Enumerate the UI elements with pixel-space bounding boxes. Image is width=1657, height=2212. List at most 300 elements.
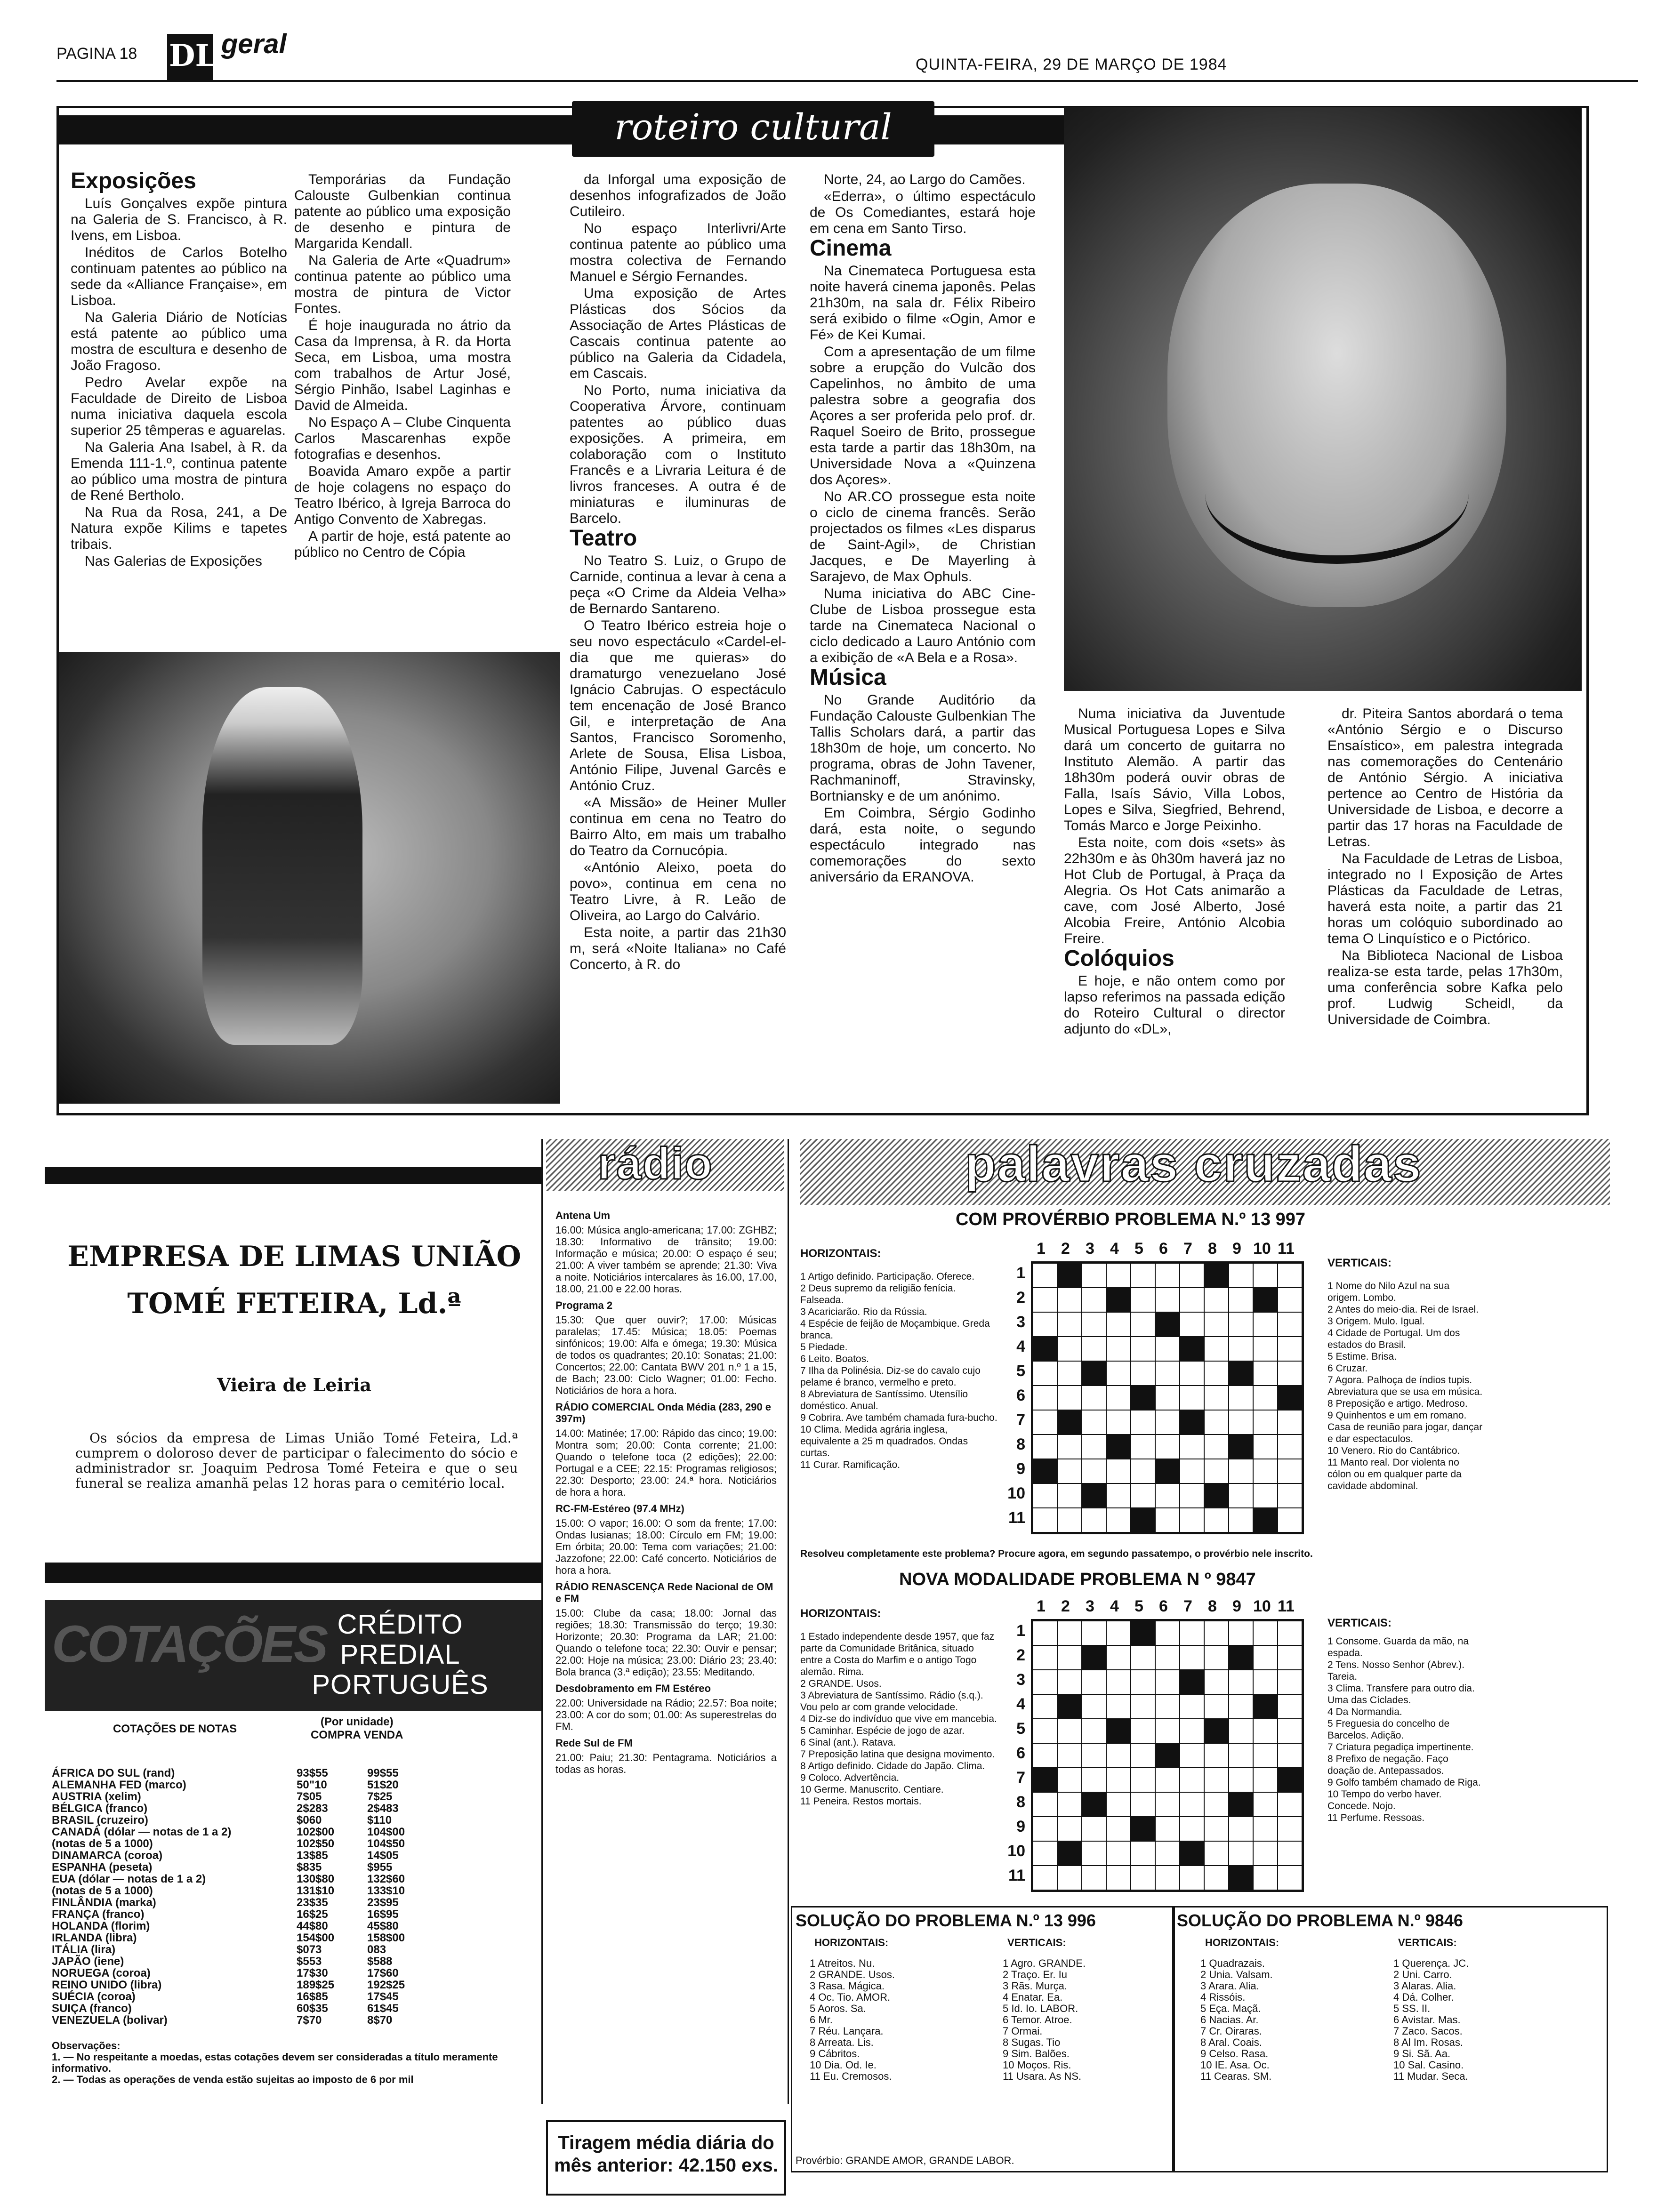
- grid-cell[interactable]: [1082, 1670, 1106, 1694]
- grid-cell[interactable]: [1057, 1435, 1082, 1459]
- grid-cell[interactable]: [1131, 1483, 1155, 1508]
- grid-cell[interactable]: [1229, 1743, 1253, 1768]
- grid-cell[interactable]: [1131, 1743, 1155, 1768]
- grid-cell[interactable]: [1131, 1312, 1155, 1337]
- grid-cell[interactable]: [1057, 1866, 1082, 1890]
- grid-cell[interactable]: [1106, 1621, 1131, 1645]
- grid-cell[interactable]: [1057, 1312, 1082, 1337]
- radio-listings: [555, 1205, 777, 1780]
- grid-cell[interactable]: [1180, 1866, 1204, 1890]
- grid-cell[interactable]: [1131, 1866, 1155, 1890]
- grid-cell[interactable]: [1180, 1645, 1204, 1670]
- grid-cell[interactable]: [1204, 1768, 1229, 1792]
- black-cell: [1033, 1768, 1057, 1792]
- grid-cell[interactable]: [1278, 1312, 1302, 1337]
- heading-musica: Música: [810, 665, 886, 690]
- grid-cell[interactable]: [1253, 1645, 1278, 1670]
- grid-cell[interactable]: [1155, 1621, 1180, 1645]
- grid-cell[interactable]: [1204, 1621, 1229, 1645]
- article-paragraph: Na Galeria Ana Isabel, à R. da Emenda 111-1.º, continua patente ao público uma mostra de pintura de René Bertholo.: [71, 440, 287, 503]
- grid-cell[interactable]: [1082, 1743, 1106, 1768]
- article-paragraph: Em Coimbra, Sérgio Godinho dará, esta noite, o segundo espectáculo integrado nas comemorações do sexto aniversário da ERANOVA.: [810, 805, 1036, 885]
- grid-cell[interactable]: [1253, 1719, 1278, 1743]
- grid-cell[interactable]: [1057, 1386, 1082, 1410]
- grid-cell[interactable]: [1057, 1508, 1082, 1532]
- grid-cell[interactable]: [1033, 1743, 1057, 1768]
- sol1-horizontais-label: HORIZONTAIS:: [814, 1937, 889, 1948]
- heading-cinema: Cinema: [810, 236, 892, 261]
- grid-cell[interactable]: [1204, 1288, 1229, 1312]
- grid-cell[interactable]: [1082, 1288, 1106, 1312]
- grid-cell[interactable]: [1278, 1743, 1302, 1768]
- black-cell: [1033, 1337, 1057, 1361]
- grid-cell[interactable]: [1106, 1694, 1131, 1719]
- grid-cell[interactable]: [1057, 1719, 1082, 1743]
- obituary-ad-box: [45, 1167, 541, 1570]
- buy-rate: 93$55: [297, 1767, 328, 1779]
- sell-rate: 158$00: [367, 1931, 405, 1944]
- article-paragraph: Numa iniciativa da Juventude Musical Portuguesa Lopes e Silva dará um concerto de guitarra no Instituto Alemão. A partir das 18h30m poderá ouvir obras de Falla, Isaís Sávio, Villa Lobos, Lopes e Silva, Siegfried, Behrend, Tomás Marco e Jorge Peixinho.: [1064, 706, 1285, 834]
- black-cell: [1253, 1508, 1278, 1532]
- grid-cell[interactable]: [1278, 1459, 1302, 1483]
- grid-cell[interactable]: [1155, 1670, 1180, 1694]
- grid-cell[interactable]: [1278, 1694, 1302, 1719]
- grid-cell[interactable]: [1278, 1792, 1302, 1817]
- grid-cell[interactable]: [1155, 1410, 1180, 1435]
- grid-cell[interactable]: [1180, 1386, 1204, 1410]
- grid-cell[interactable]: [1106, 1866, 1131, 1890]
- exchange-row: [52, 1908, 438, 1920]
- solution-line: 4 Oc. Tio. AMOR.: [810, 1991, 891, 2003]
- grid-cell[interactable]: [1204, 1337, 1229, 1361]
- grid-cell[interactable]: [1180, 1719, 1204, 1743]
- grid-cell[interactable]: [1253, 1410, 1278, 1435]
- article-paragraph: Na Faculdade de Letras de Lisboa, integrado no I Exposição de Artes Plásticas da Faculdade de Letras, haverá esta noite, a partir das 21 horas um colóquio subordinado ao tema O Linquístico e o Pictórico.: [1327, 851, 1563, 946]
- grid-cell[interactable]: [1155, 1645, 1180, 1670]
- solution-line: 8 Arreata. Lis.: [810, 2036, 874, 2048]
- grid-cell[interactable]: [1082, 1337, 1106, 1361]
- sell-rate: 8$70: [367, 2014, 393, 2027]
- grid-cell[interactable]: [1204, 1361, 1229, 1386]
- grid-cell[interactable]: [1033, 1841, 1057, 1866]
- grid-cell[interactable]: [1082, 1866, 1106, 1890]
- grid-cell[interactable]: [1057, 1768, 1082, 1792]
- grid-cell[interactable]: [1253, 1670, 1278, 1694]
- grid-cell[interactable]: [1204, 1645, 1229, 1670]
- grid-cell[interactable]: [1180, 1459, 1204, 1483]
- grid-cell[interactable]: [1278, 1288, 1302, 1312]
- grid-cell[interactable]: [1229, 1263, 1253, 1288]
- column-number: 3: [1086, 1240, 1094, 1258]
- solution-line: 4 Dá. Colher.: [1393, 1991, 1454, 2003]
- grid-cell[interactable]: [1033, 1694, 1057, 1719]
- row-number: 9: [1016, 1818, 1025, 1835]
- sell-rate: 17$45: [367, 1990, 399, 2003]
- grid-cell[interactable]: [1204, 1792, 1229, 1817]
- grid-cell[interactable]: [1155, 1435, 1180, 1459]
- obituary-text: Os sócios da empresa de Limas União Tomé Feteira, Ld.ª cumprem o doloroso dever de participar o falecimento do sócio e administrador sr. Joaquim Pedrosa Tomé Feteira e que o seu funeral se realiza amanhã pelas 12 horas para o cemitério local.: [75, 1430, 518, 1491]
- solution-line: 10 Moços. Ris.: [1003, 2059, 1071, 2071]
- grid-cell[interactable]: [1180, 1288, 1204, 1312]
- dancer-figure: [202, 687, 362, 1045]
- grid-cell[interactable]: [1033, 1263, 1057, 1288]
- currency-name: (notas de 5 a 1000): [52, 1837, 153, 1850]
- grid-cell[interactable]: [1253, 1768, 1278, 1792]
- grid-cell[interactable]: [1278, 1361, 1302, 1386]
- grid-cell[interactable]: [1253, 1263, 1278, 1288]
- article-paragraph: No Grande Auditório da Fundação Calouste Gulbenkian The Tallis Scholars dará, a partir das 18h30m de hoje, um concerto. No programa, obras de John Tavener, Rachmaninoff, Stravinsky, Bortniansky e de um anónimo.: [810, 692, 1036, 804]
- clue: 8 Artigo definido. Cidade do Japão. Clima.: [800, 1761, 985, 1771]
- grid-cell[interactable]: [1033, 1361, 1057, 1386]
- grid-cell[interactable]: [1106, 1483, 1131, 1508]
- sell-rate: 083: [367, 1943, 386, 1956]
- solution-line: 6 Mr.: [810, 2014, 833, 2026]
- solution-line: 10 Dia. Od. Ie.: [810, 2059, 877, 2071]
- clue: 3 Acariciarão. Rio da Rússia.: [800, 1306, 927, 1317]
- exchange-row: [52, 1956, 438, 1967]
- exchange-row: [52, 1944, 438, 1956]
- grid-cell[interactable]: [1033, 1386, 1057, 1410]
- grid-cell[interactable]: [1253, 1337, 1278, 1361]
- grid-cell[interactable]: [1180, 1435, 1204, 1459]
- grid-cell[interactable]: [1155, 1508, 1180, 1532]
- grid-cell[interactable]: [1180, 1743, 1204, 1768]
- grid-cell[interactable]: [1131, 1719, 1155, 1743]
- grid-cell[interactable]: [1057, 1645, 1082, 1670]
- grid-cell[interactable]: [1106, 1645, 1131, 1670]
- grid-cell[interactable]: [1278, 1410, 1302, 1435]
- circulation-line: mês anterior: 42.150 exs.: [554, 2155, 778, 2176]
- heading-coloquios: Colóquios: [1064, 946, 1174, 971]
- grid-cell[interactable]: [1229, 1694, 1253, 1719]
- grid-cell[interactable]: [1131, 1792, 1155, 1817]
- grid-cell[interactable]: [1278, 1337, 1302, 1361]
- clue: 9 Quinhentos e um em romano. Casa de reunião para jogar, dançar e dar espectaculos.: [1327, 1410, 1483, 1444]
- grid-cell[interactable]: [1155, 1817, 1180, 1841]
- grid-cell[interactable]: [1278, 1719, 1302, 1743]
- grid-cell[interactable]: [1057, 1288, 1082, 1312]
- clue: 4 Cidade de Portugal. Um dos estados do Brasil.: [1327, 1328, 1460, 1350]
- grid-cell[interactable]: [1253, 1435, 1278, 1459]
- bank-name-line: CRÉDITO: [337, 1609, 463, 1640]
- article-paragraph: Pedro Avelar expõe na Faculdade de Direito de Lisboa numa iniciativa daquela escola superior 25 têmperas e aguarelas.: [71, 375, 287, 438]
- grid-cell[interactable]: [1082, 1386, 1106, 1410]
- currency-name: ITÁLIA (lira): [52, 1943, 116, 1956]
- grid-cell[interactable]: [1229, 1508, 1253, 1532]
- sell-rate: $588: [367, 1955, 393, 1968]
- grid-cell[interactable]: [1204, 1817, 1229, 1841]
- sell-rate: 192$25: [367, 1979, 405, 1991]
- grid-cell[interactable]: [1278, 1621, 1302, 1645]
- grid-cell[interactable]: [1204, 1459, 1229, 1483]
- grid-cell[interactable]: [1155, 1768, 1180, 1792]
- clue: 9 Cobrira. Ave também chamada fura-bucho.: [800, 1412, 997, 1423]
- article-paragraph: O Teatro Ibérico estreia hoje o seu novo espectáculo «Cardel-el-dia que me quieras» do dramaturgo venezuelano José Ignácio Cabrujas. O espectáculo tem encenação de José Branco Gil, e interpretação de Ana Santos, Francisco Soromenho, Arlete de Sousa, Elisa Lisboa, António Filipe, Juvenal Garcês e António Cruz.: [570, 618, 786, 793]
- grid-cell[interactable]: [1106, 1508, 1131, 1532]
- grid-cell[interactable]: [1131, 1361, 1155, 1386]
- grid-cell[interactable]: [1033, 1410, 1057, 1435]
- column-number: 7: [1183, 1240, 1192, 1258]
- currency-name: AUSTRIA (xelim): [52, 1790, 141, 1803]
- sell-rate: $955: [367, 1861, 393, 1874]
- grid-cell[interactable]: [1082, 1508, 1106, 1532]
- grid-cell[interactable]: [1106, 1817, 1131, 1841]
- black-cell: [1253, 1694, 1278, 1719]
- exchange-row: [52, 1838, 438, 1850]
- grid-cell[interactable]: [1033, 1288, 1057, 1312]
- buy-rate: 2$283: [297, 1802, 328, 1815]
- grid-cell[interactable]: [1180, 1312, 1204, 1337]
- grid-cell[interactable]: [1057, 1743, 1082, 1768]
- clue: 5 Estime. Brisa.: [1327, 1351, 1397, 1362]
- grid-cell[interactable]: [1106, 1386, 1131, 1410]
- black-cell: [1204, 1263, 1229, 1288]
- buy-rate: 130$80: [297, 1873, 335, 1885]
- grid-cell[interactable]: [1106, 1337, 1131, 1361]
- grid-cell[interactable]: [1033, 1645, 1057, 1670]
- mask-smile: [1205, 424, 1469, 564]
- exchange-row: [52, 2014, 438, 2026]
- exchange-row: [52, 1861, 438, 1873]
- grid-cell[interactable]: [1155, 1386, 1180, 1410]
- sell-rate: 14$05: [367, 1849, 399, 1862]
- bank-name-line: PORTUGUÊS: [312, 1669, 489, 1700]
- currency-name: VENEZUELA (bolivar): [52, 2014, 168, 2027]
- grid-cell[interactable]: [1253, 1621, 1278, 1645]
- black-cell: [1155, 1312, 1180, 1337]
- grid-cell[interactable]: [1229, 1670, 1253, 1694]
- grid-cell[interactable]: [1229, 1288, 1253, 1312]
- grid-cell[interactable]: [1131, 1670, 1155, 1694]
- grid-cell[interactable]: [1180, 1263, 1204, 1288]
- grid-cell[interactable]: [1106, 1459, 1131, 1483]
- grid-cell[interactable]: [1229, 1483, 1253, 1508]
- grid-cell[interactable]: [1033, 1621, 1057, 1645]
- grid-cell[interactable]: [1057, 1670, 1082, 1694]
- grid-cell[interactable]: [1082, 1719, 1106, 1743]
- grid-cell[interactable]: [1253, 1841, 1278, 1866]
- grid-cell[interactable]: [1131, 1337, 1155, 1361]
- grid-cell[interactable]: [1155, 1337, 1180, 1361]
- black-cell: [1106, 1288, 1131, 1312]
- grid-cell[interactable]: [1278, 1866, 1302, 1890]
- grid-cell[interactable]: [1180, 1508, 1204, 1532]
- grid-cell[interactable]: [1155, 1263, 1180, 1288]
- grid-cell[interactable]: [1155, 1288, 1180, 1312]
- cotacoes-rule: [45, 1563, 541, 1583]
- clue: 5 Freguesia do concelho de Barcelos. Adição.: [1327, 1718, 1450, 1741]
- grid-cell[interactable]: [1253, 1817, 1278, 1841]
- grid-cell[interactable]: [1057, 1483, 1082, 1508]
- grid-cell[interactable]: [1131, 1645, 1155, 1670]
- grid-cell[interactable]: [1278, 1670, 1302, 1694]
- grid-cell[interactable]: [1229, 1768, 1253, 1792]
- row-number: 6: [1016, 1387, 1025, 1404]
- grid-cell[interactable]: [1057, 1817, 1082, 1841]
- solution-line: 3 Arara. Alia.: [1200, 1980, 1259, 1992]
- grid-cell[interactable]: [1204, 1386, 1229, 1410]
- grid-cell[interactable]: [1131, 1288, 1155, 1312]
- solution-line: 8 Al Im. Rosas.: [1393, 2036, 1463, 2048]
- grid-cell[interactable]: [1253, 1312, 1278, 1337]
- grid-cell[interactable]: [1278, 1645, 1302, 1670]
- grid-cell[interactable]: [1180, 1361, 1204, 1386]
- grid-cell[interactable]: [1082, 1459, 1106, 1483]
- column-number: 2: [1061, 1597, 1070, 1615]
- grid-cell[interactable]: [1155, 1792, 1180, 1817]
- grid-cell[interactable]: [1155, 1483, 1180, 1508]
- solution-line: 9 Sim. Balões.: [1003, 2048, 1070, 2060]
- grid-cell[interactable]: [1106, 1743, 1131, 1768]
- grid-cell[interactable]: [1278, 1483, 1302, 1508]
- solution-line: 9 Celso. Rasa.: [1200, 2048, 1269, 2060]
- grid-cell[interactable]: [1082, 1263, 1106, 1288]
- grid-cell[interactable]: [1229, 1841, 1253, 1866]
- grid-cell[interactable]: [1131, 1435, 1155, 1459]
- grid-cell[interactable]: [1057, 1337, 1082, 1361]
- grid-cell[interactable]: [1229, 1719, 1253, 1743]
- grid-cell[interactable]: [1253, 1743, 1278, 1768]
- grid-cell[interactable]: [1082, 1768, 1106, 1792]
- grid-cell[interactable]: [1106, 1361, 1131, 1386]
- black-cell: [1204, 1719, 1229, 1743]
- grid-cell[interactable]: [1253, 1483, 1278, 1508]
- grid-cell[interactable]: [1180, 1483, 1204, 1508]
- units-label: (Por unidade): [320, 1715, 394, 1728]
- sell-rate: 104$00: [367, 1826, 405, 1838]
- grid-cell[interactable]: [1033, 1719, 1057, 1743]
- grid-cell[interactable]: [1229, 1621, 1253, 1645]
- grid-cell[interactable]: [1204, 1694, 1229, 1719]
- grid-cell[interactable]: [1033, 1483, 1057, 1508]
- grid-cell[interactable]: [1057, 1459, 1082, 1483]
- grid-cell[interactable]: [1180, 1817, 1204, 1841]
- grid-cell[interactable]: [1204, 1866, 1229, 1890]
- grid-cell[interactable]: [1155, 1361, 1180, 1386]
- grid-cell[interactable]: [1057, 1621, 1082, 1645]
- black-cell: [1180, 1670, 1204, 1694]
- grid-cell[interactable]: [1204, 1670, 1229, 1694]
- grid-cell[interactable]: [1033, 1312, 1057, 1337]
- grid-cell[interactable]: [1033, 1866, 1057, 1890]
- grid-cell[interactable]: [1229, 1312, 1253, 1337]
- crossword-grid-2: [1031, 1619, 1304, 1892]
- grid-cell[interactable]: [1106, 1768, 1131, 1792]
- article-paragraph: A partir de hoje, está patente ao público no Centro de Cópia: [294, 529, 511, 560]
- grid-cell[interactable]: [1155, 1694, 1180, 1719]
- grid-cell[interactable]: [1033, 1817, 1057, 1841]
- grid-cell[interactable]: [1082, 1694, 1106, 1719]
- clue: 7 Ilha da Polinésia. Diz-se do cavalo cujo pelame é branco, vermelho e preto.: [800, 1365, 981, 1388]
- buy-rate: 60$35: [297, 2002, 328, 2015]
- grid-cell[interactable]: [1278, 1435, 1302, 1459]
- grid-cell[interactable]: [1204, 1435, 1229, 1459]
- black-cell: [1033, 1459, 1057, 1483]
- grid-cell[interactable]: [1229, 1410, 1253, 1435]
- grid-cell[interactable]: [1033, 1435, 1057, 1459]
- station-heading: Programa 2: [555, 1299, 613, 1311]
- grid-cell[interactable]: [1278, 1263, 1302, 1288]
- grid-cell[interactable]: [1278, 1841, 1302, 1866]
- grid-cell[interactable]: [1180, 1768, 1204, 1792]
- clue: 10 Venero. Rio do Cantábrico.: [1327, 1445, 1460, 1456]
- grid-cell[interactable]: [1033, 1508, 1057, 1532]
- grid-cell[interactable]: [1057, 1361, 1082, 1386]
- grid-cell[interactable]: [1106, 1312, 1131, 1337]
- grid-cell[interactable]: [1253, 1459, 1278, 1483]
- sol2-horizontais-label: HORIZONTAIS:: [1205, 1937, 1279, 1948]
- grid-cell[interactable]: [1082, 1817, 1106, 1841]
- grid-cell[interactable]: [1229, 1817, 1253, 1841]
- grid-cell[interactable]: [1106, 1670, 1131, 1694]
- grid-cell[interactable]: [1229, 1337, 1253, 1361]
- grid-cell[interactable]: [1155, 1719, 1180, 1743]
- clue: 6 Leito. Boatos.: [800, 1354, 869, 1364]
- grid-cell[interactable]: [1204, 1410, 1229, 1435]
- grid-cell[interactable]: [1131, 1263, 1155, 1288]
- grid-cell[interactable]: [1204, 1312, 1229, 1337]
- grid-cell[interactable]: [1106, 1841, 1131, 1866]
- section-name: geral: [221, 29, 287, 59]
- grid-cell[interactable]: [1180, 1694, 1204, 1719]
- clue: 2 Tens. Nosso Senhor (Abrev.). Tareia.: [1327, 1659, 1465, 1682]
- grid-cell[interactable]: [1204, 1508, 1229, 1532]
- grid-cell[interactable]: [1278, 1817, 1302, 1841]
- grid-cell[interactable]: [1131, 1841, 1155, 1866]
- grid-cell[interactable]: [1033, 1670, 1057, 1694]
- buy-rate: $553: [297, 1955, 322, 1968]
- grid-cell[interactable]: [1106, 1792, 1131, 1817]
- grid-cell[interactable]: [1057, 1792, 1082, 1817]
- grid-cell[interactable]: [1155, 1841, 1180, 1866]
- article-paragraph: Boavida Amaro expõe a partir de hoje colagens no espaço do Teatro Ibérico, à Igreja Barroca do Antigo Convento de Xabregas.: [294, 464, 511, 527]
- grid-cell[interactable]: [1180, 1792, 1204, 1817]
- grid-cell[interactable]: [1106, 1410, 1131, 1435]
- black-cell: [1229, 1792, 1253, 1817]
- grid-cell[interactable]: [1253, 1792, 1278, 1817]
- grid-cell[interactable]: [1131, 1694, 1155, 1719]
- grid-cell[interactable]: [1033, 1792, 1057, 1817]
- grid-cell[interactable]: [1082, 1621, 1106, 1645]
- grid-cell[interactable]: [1229, 1459, 1253, 1483]
- grid-cell[interactable]: [1180, 1621, 1204, 1645]
- grid-cell[interactable]: [1082, 1410, 1106, 1435]
- grid-cell[interactable]: [1278, 1508, 1302, 1532]
- grid-cell[interactable]: [1253, 1866, 1278, 1890]
- grid-cell[interactable]: [1253, 1386, 1278, 1410]
- grid-cell[interactable]: [1106, 1263, 1131, 1288]
- grid-cell[interactable]: [1131, 1410, 1155, 1435]
- grid-cell[interactable]: [1131, 1459, 1155, 1483]
- solution-line: 6 Avistar. Mas.: [1393, 2014, 1461, 2026]
- grid-cell[interactable]: [1082, 1435, 1106, 1459]
- grid-cell[interactable]: [1204, 1841, 1229, 1866]
- grid-cell[interactable]: [1253, 1361, 1278, 1386]
- clue: 2 GRANDE. Usos.: [800, 1678, 882, 1689]
- black-cell: [1131, 1621, 1155, 1645]
- notes-title: Observações:: [52, 2040, 121, 2052]
- article-paragraph: E hoje, e não ontem como por lapso referimos na passada edição do Roteiro Cultural o director adjunto do «DL»,: [1064, 973, 1285, 1037]
- sell-rate: 17$60: [367, 1967, 399, 1980]
- grid-cell[interactable]: [1082, 1312, 1106, 1337]
- grid-cell[interactable]: [1229, 1386, 1253, 1410]
- grid-cell[interactable]: [1131, 1768, 1155, 1792]
- grid-cell[interactable]: [1204, 1743, 1229, 1768]
- grid-cell[interactable]: [1155, 1866, 1180, 1890]
- article-paragraph: Esta noite, a partir das 21h30 m, será «Noite Italiana» no Café Concerto, à R. do: [570, 925, 786, 972]
- clue: 11 Perfume. Ressoas.: [1327, 1812, 1425, 1823]
- grid-cell[interactable]: [1082, 1841, 1106, 1866]
